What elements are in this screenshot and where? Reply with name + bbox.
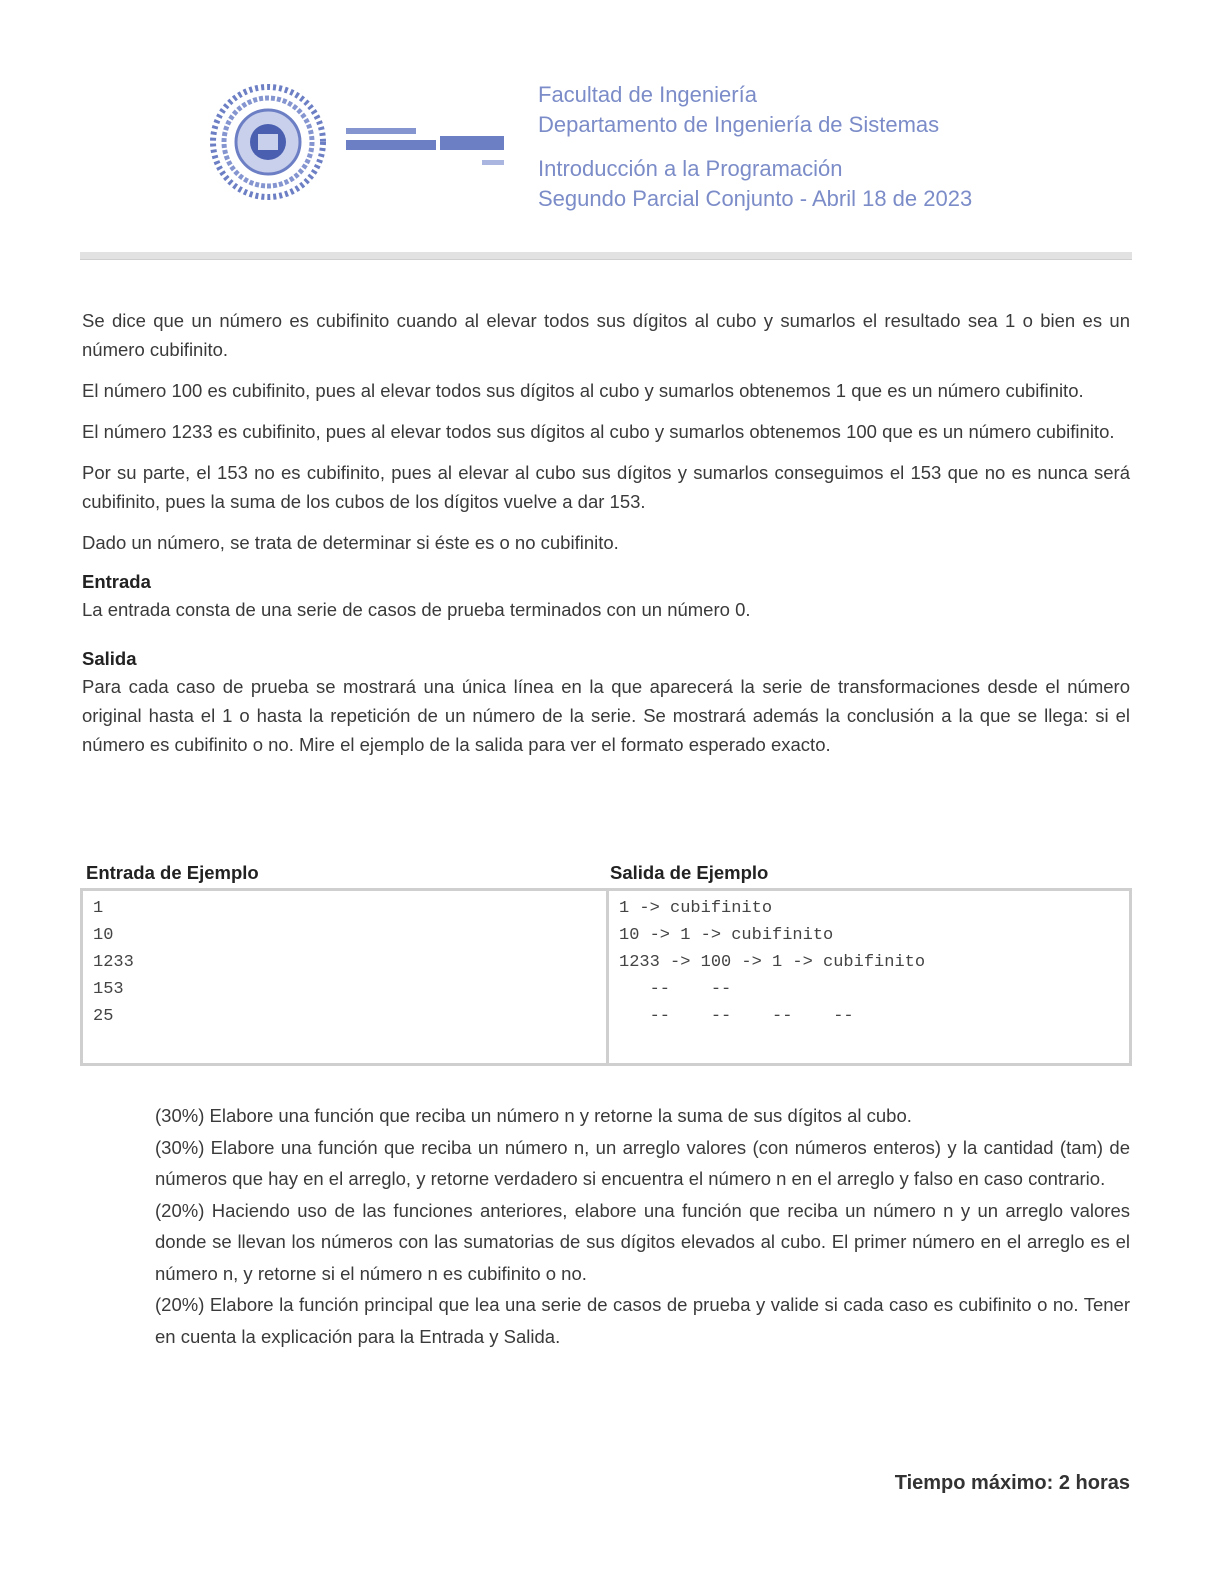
paragraph: El número 100 es cubifinito, pues al elevar todos sus dígitos al cubo y sumarlos obtenemos 1 que es un número cubifinito. bbox=[82, 380, 1084, 401]
example-output-line: 10 -> 1 -> cubifinito bbox=[619, 926, 834, 945]
university-seal-icon bbox=[210, 84, 326, 200]
example-input-line: 1233 bbox=[93, 953, 134, 972]
course-name: Introducción a la Programación bbox=[538, 156, 843, 181]
example-input-line: 1 bbox=[93, 899, 104, 918]
time-limit: Tiempo máximo: 2 horas bbox=[894, 1472, 1130, 1494]
task-item: (20%) Haciendo uso de las funciones anteriores, elabore una función que reciba un número n y un arreglo valores donde se llevan los números con las sumatorias de sus dígitos elevados al cubo. El primer número en el arreglo es el número n, y retorne si el número n es cubifinito o no. bbox=[155, 1199, 1130, 1284]
example-input-line: 10 bbox=[93, 926, 114, 945]
task-item: (30%) Elabore una función que reciba un número n, un arreglo valores (con números enteros) y la cantidad (tam) de números que hay en el arreglo, y retorne verdadero si encuentra el número n en el arreglo y falso en caso contrario. bbox=[155, 1136, 1130, 1189]
department-name: Departamento de Ingeniería de Sistemas bbox=[538, 112, 940, 137]
problem-statement bbox=[82, 306, 1130, 771]
paragraph: Se dice que un número es cubifinito cuando al elevar todos sus dígitos al cubo y sumarlos el resultado sea 1 o bien es un número cubifinito. bbox=[82, 310, 1130, 360]
example-output-line: -- -- -- -- bbox=[619, 1007, 854, 1026]
task-item: (30%) Elabore una función que reciba un número n y retorne la suma de sus dígitos al cubo. bbox=[155, 1105, 912, 1126]
entrada-heading: Entrada bbox=[82, 571, 151, 592]
task-item: (20%) Elabore la función principal que lea una serie de casos de prueba y valide si cada caso es cubifinito o no. Tener en cuenta la explicación para la Entrada y Salida. bbox=[155, 1294, 1130, 1347]
salida-text: Para cada caso de prueba se mostrará una única línea en la que aparecerá la serie de transformaciones desde el número original hasta el 1 o hasta la repetición de un número de la serie. Se mostrará además la conclusión a la que se llega: si el número es cubifinito o no. Mire el ejemplo de la salida para ver el formato esperado exacto. bbox=[82, 676, 1130, 755]
example-input-cell bbox=[83, 891, 609, 1063]
example-section bbox=[80, 862, 1132, 1066]
example-input-line: 25 bbox=[93, 1007, 114, 1026]
university-logo-wordmark bbox=[342, 108, 512, 178]
task-list bbox=[155, 1100, 1130, 1352]
example-headings bbox=[80, 862, 1132, 888]
example-output-line: -- -- bbox=[619, 980, 732, 999]
example-output-line: 1233 -> 100 -> 1 -> cubifinito bbox=[619, 953, 926, 972]
example-table bbox=[80, 888, 1132, 1066]
header-text bbox=[538, 80, 1138, 214]
example-output-line: 1 -> cubifinito bbox=[619, 899, 773, 918]
paragraph: Dado un número, se trata de determinar si éste es o no cubifinito. bbox=[82, 532, 619, 553]
example-input-line: 153 bbox=[93, 980, 124, 999]
paragraph: Por su parte, el 153 no es cubifinito, pues al elevar al cubo sus dígitos y sumarlos conseguimos el 153 que no es nunca será cubifinito, pues la suma de los cubos de los dígitos vuelve a dar 153. bbox=[82, 462, 1130, 512]
example-output-heading: Salida de Ejemplo bbox=[610, 862, 769, 883]
entrada-text: La entrada consta de una serie de casos de prueba terminados con un número 0. bbox=[82, 599, 751, 620]
example-input-heading: Entrada de Ejemplo bbox=[86, 862, 259, 883]
header bbox=[210, 78, 1110, 211]
header-divider bbox=[80, 252, 1132, 260]
salida-heading: Salida bbox=[82, 648, 137, 669]
exam-name: Segundo Parcial Conjunto - Abril 18 de 2023 bbox=[538, 186, 973, 211]
paragraph: El número 1233 es cubifinito, pues al elevar todos sus dígitos al cubo y sumarlos obtenemos 100 que es un número cubifinito. bbox=[82, 421, 1115, 442]
example-output-cell bbox=[609, 891, 1129, 1063]
faculty-name: Facultad de Ingeniería bbox=[538, 82, 757, 107]
